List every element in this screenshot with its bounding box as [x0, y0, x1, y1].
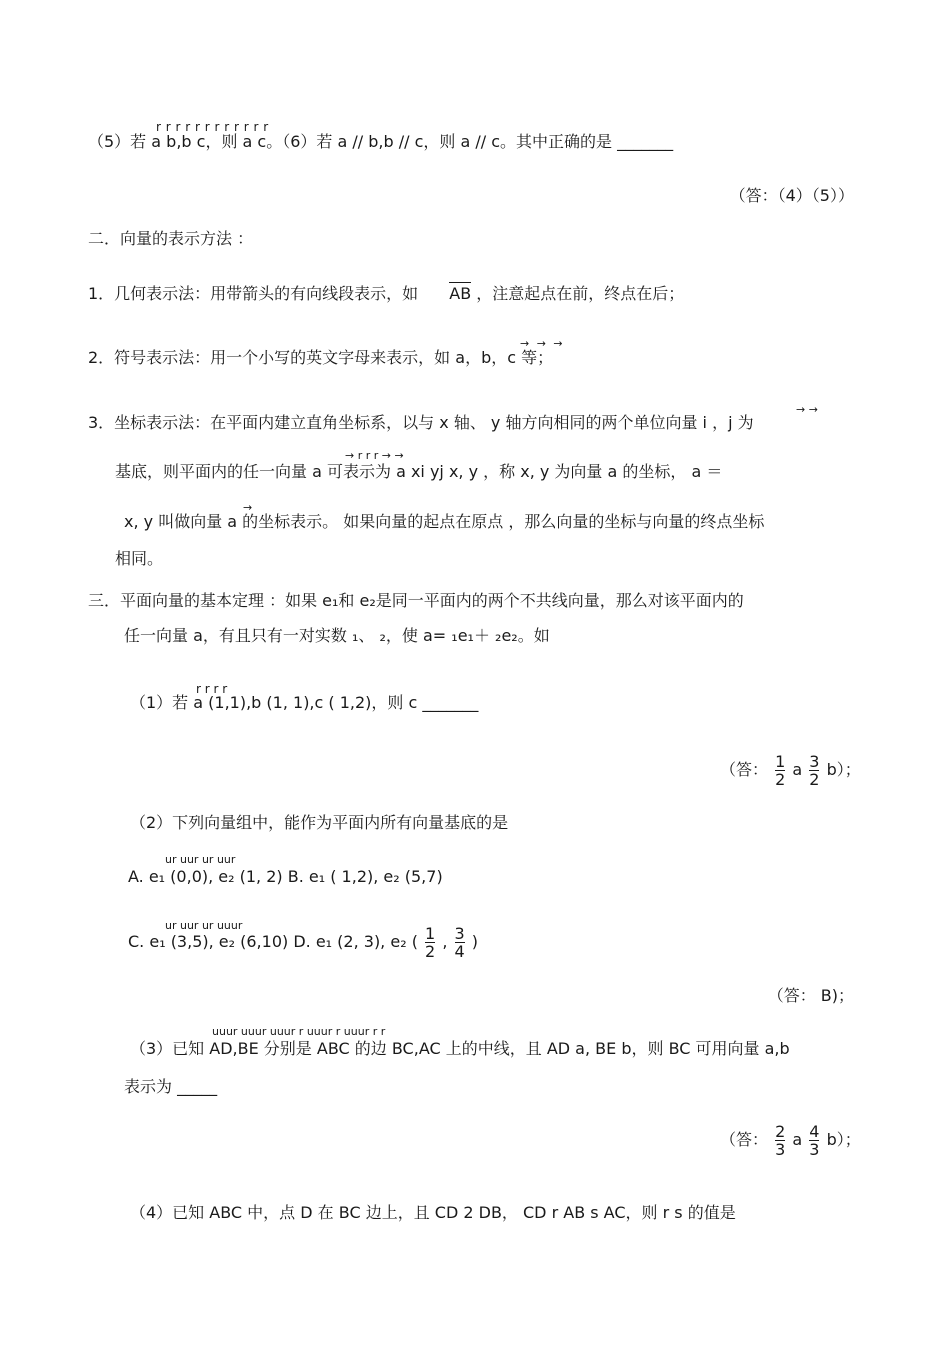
fraction-4-num: 3: [454, 924, 465, 943]
options-ab: A. e₁ (0,0), e₂ (1, 2) B. e₁ ( 1,2), e₂ (5,7): [128, 867, 443, 886]
text-line-4-c: ，注意起点在前，终点在后；: [476, 284, 685, 303]
fraction-2: [809, 753, 819, 788]
question-3-continued: 表示为 _____: [124, 1077, 218, 1096]
text-line-4-a: 1．几何表示法：用带箭头的有向线段表示，如: [88, 284, 419, 303]
fraction-5: [775, 1123, 785, 1158]
text-line-11: 任一向量 a，有且只有一对实数 ₁、 ₂，使 a= ₁e₁＋ ₂e₂。如: [124, 626, 550, 645]
fraction-5-num: 2: [775, 1122, 786, 1141]
fraction-3-num: 1: [425, 924, 436, 943]
options-cd-text: C. e₁ (3,5), e₂ (6,10) D. e₁ (2, 3), e₂ (: [128, 932, 418, 951]
marks-line-7: → r r r → →: [345, 449, 404, 462]
options-cd-close: ): [471, 932, 479, 951]
text-line-7: 基底，则平面内的任一向量 a 可表示为 a xi yj x, y ，称 x, y 为向量 a 的坐标， a ＝: [115, 462, 723, 481]
arrow-line-8: →: [243, 501, 253, 514]
section-heading-3: 三．平面向量的基本定理 ：如果 e₁和 e₂是同一平面内的两个不共线向量，那么对该平面内的: [88, 591, 744, 610]
question-3: （3）已知 AD,BE 分别是 ABC 的边 BC,AC 上的中线，且 AD a, BE b，则 BC 可用向量 a,b: [130, 1039, 790, 1058]
answer-1-prefix: （答：: [720, 760, 769, 779]
answer-line-1: （答：（4）（5））: [729, 186, 854, 205]
fraction-4-den: 4: [454, 942, 465, 961]
section-heading-2: 二．向量的表示方法 ：: [88, 229, 254, 248]
text-line-5: 2．符号表示法：用一个小写的英文字母来表示，如 a，b，c 等；: [88, 348, 554, 367]
options-cd: [128, 919, 479, 962]
fraction-1-den: 2: [775, 770, 786, 789]
marks-line-15: ur uur ur uur: [165, 853, 236, 866]
answer-question-3: [720, 1120, 861, 1160]
fraction-1: [775, 753, 785, 788]
fraction-2-num: 3: [809, 752, 820, 771]
question-1: （1）若 a (1,1),b (1, 1),c ( 1,2)，则 c _______: [130, 693, 479, 712]
fraction-6-den: 3: [809, 1140, 820, 1159]
answer-question-2: （答： B)；: [767, 986, 854, 1005]
marks-line-16: ur uur ur uuur: [165, 919, 243, 932]
marks-line-18: uuur uuur uuur r uuur r uuur r r: [212, 1025, 386, 1038]
question-2: （2）下列向量组中，能作为平面内所有向量基底的是: [130, 813, 509, 832]
answer-3-vector-a: a: [792, 1130, 803, 1149]
fraction-4: [455, 925, 465, 960]
marks-line-12: r r r r: [196, 682, 228, 696]
fraction-3-den: 2: [425, 942, 436, 961]
text-line-1: （5）若 a b,b c，则 a c。（6）若 a // b,b // c，则 a // c。其中正确的是 _______: [88, 132, 674, 151]
text-line-9: 相同。: [115, 549, 164, 568]
arrows-line-5: → → →: [520, 337, 565, 350]
marks-line-1: r r r r r r r r r r r r: [156, 120, 269, 134]
text-line-6: 3．坐标表示法：在平面内建立直角坐标系，以与 x 轴、 y 轴方向相同的两个单位向量 i ，j 为: [88, 413, 754, 432]
fraction-6-num: 4: [809, 1122, 820, 1141]
fraction-separator: ,: [442, 932, 448, 951]
fraction-1-num: 1: [775, 752, 786, 771]
text-line-4: [88, 283, 684, 305]
fraction-6: [809, 1123, 819, 1158]
fraction-5-den: 3: [775, 1140, 786, 1159]
fraction-2-den: 2: [809, 770, 820, 789]
answer-1-suffix: b）；: [826, 760, 861, 779]
fraction-3: [425, 925, 435, 960]
question-4: （4）已知 ABC 中，点 D 在 BC 边上，且 CD 2 DB， CD r AB s AC，则 r s 的值是: [130, 1203, 736, 1222]
answer-1-vector-a: a: [792, 760, 803, 779]
answer-3-prefix: （答：: [720, 1130, 769, 1149]
answer-question-1: [720, 750, 861, 790]
arrows-line-6: → →: [796, 403, 818, 416]
answer-3-suffix: b）；: [826, 1130, 861, 1149]
vector-ab: AB: [449, 284, 472, 303]
text-line-8: x, y 叫做向量 a 的坐标表示。 如果向量的起点在原点 ，那么向量的坐标与向量的终点坐标: [124, 512, 765, 531]
